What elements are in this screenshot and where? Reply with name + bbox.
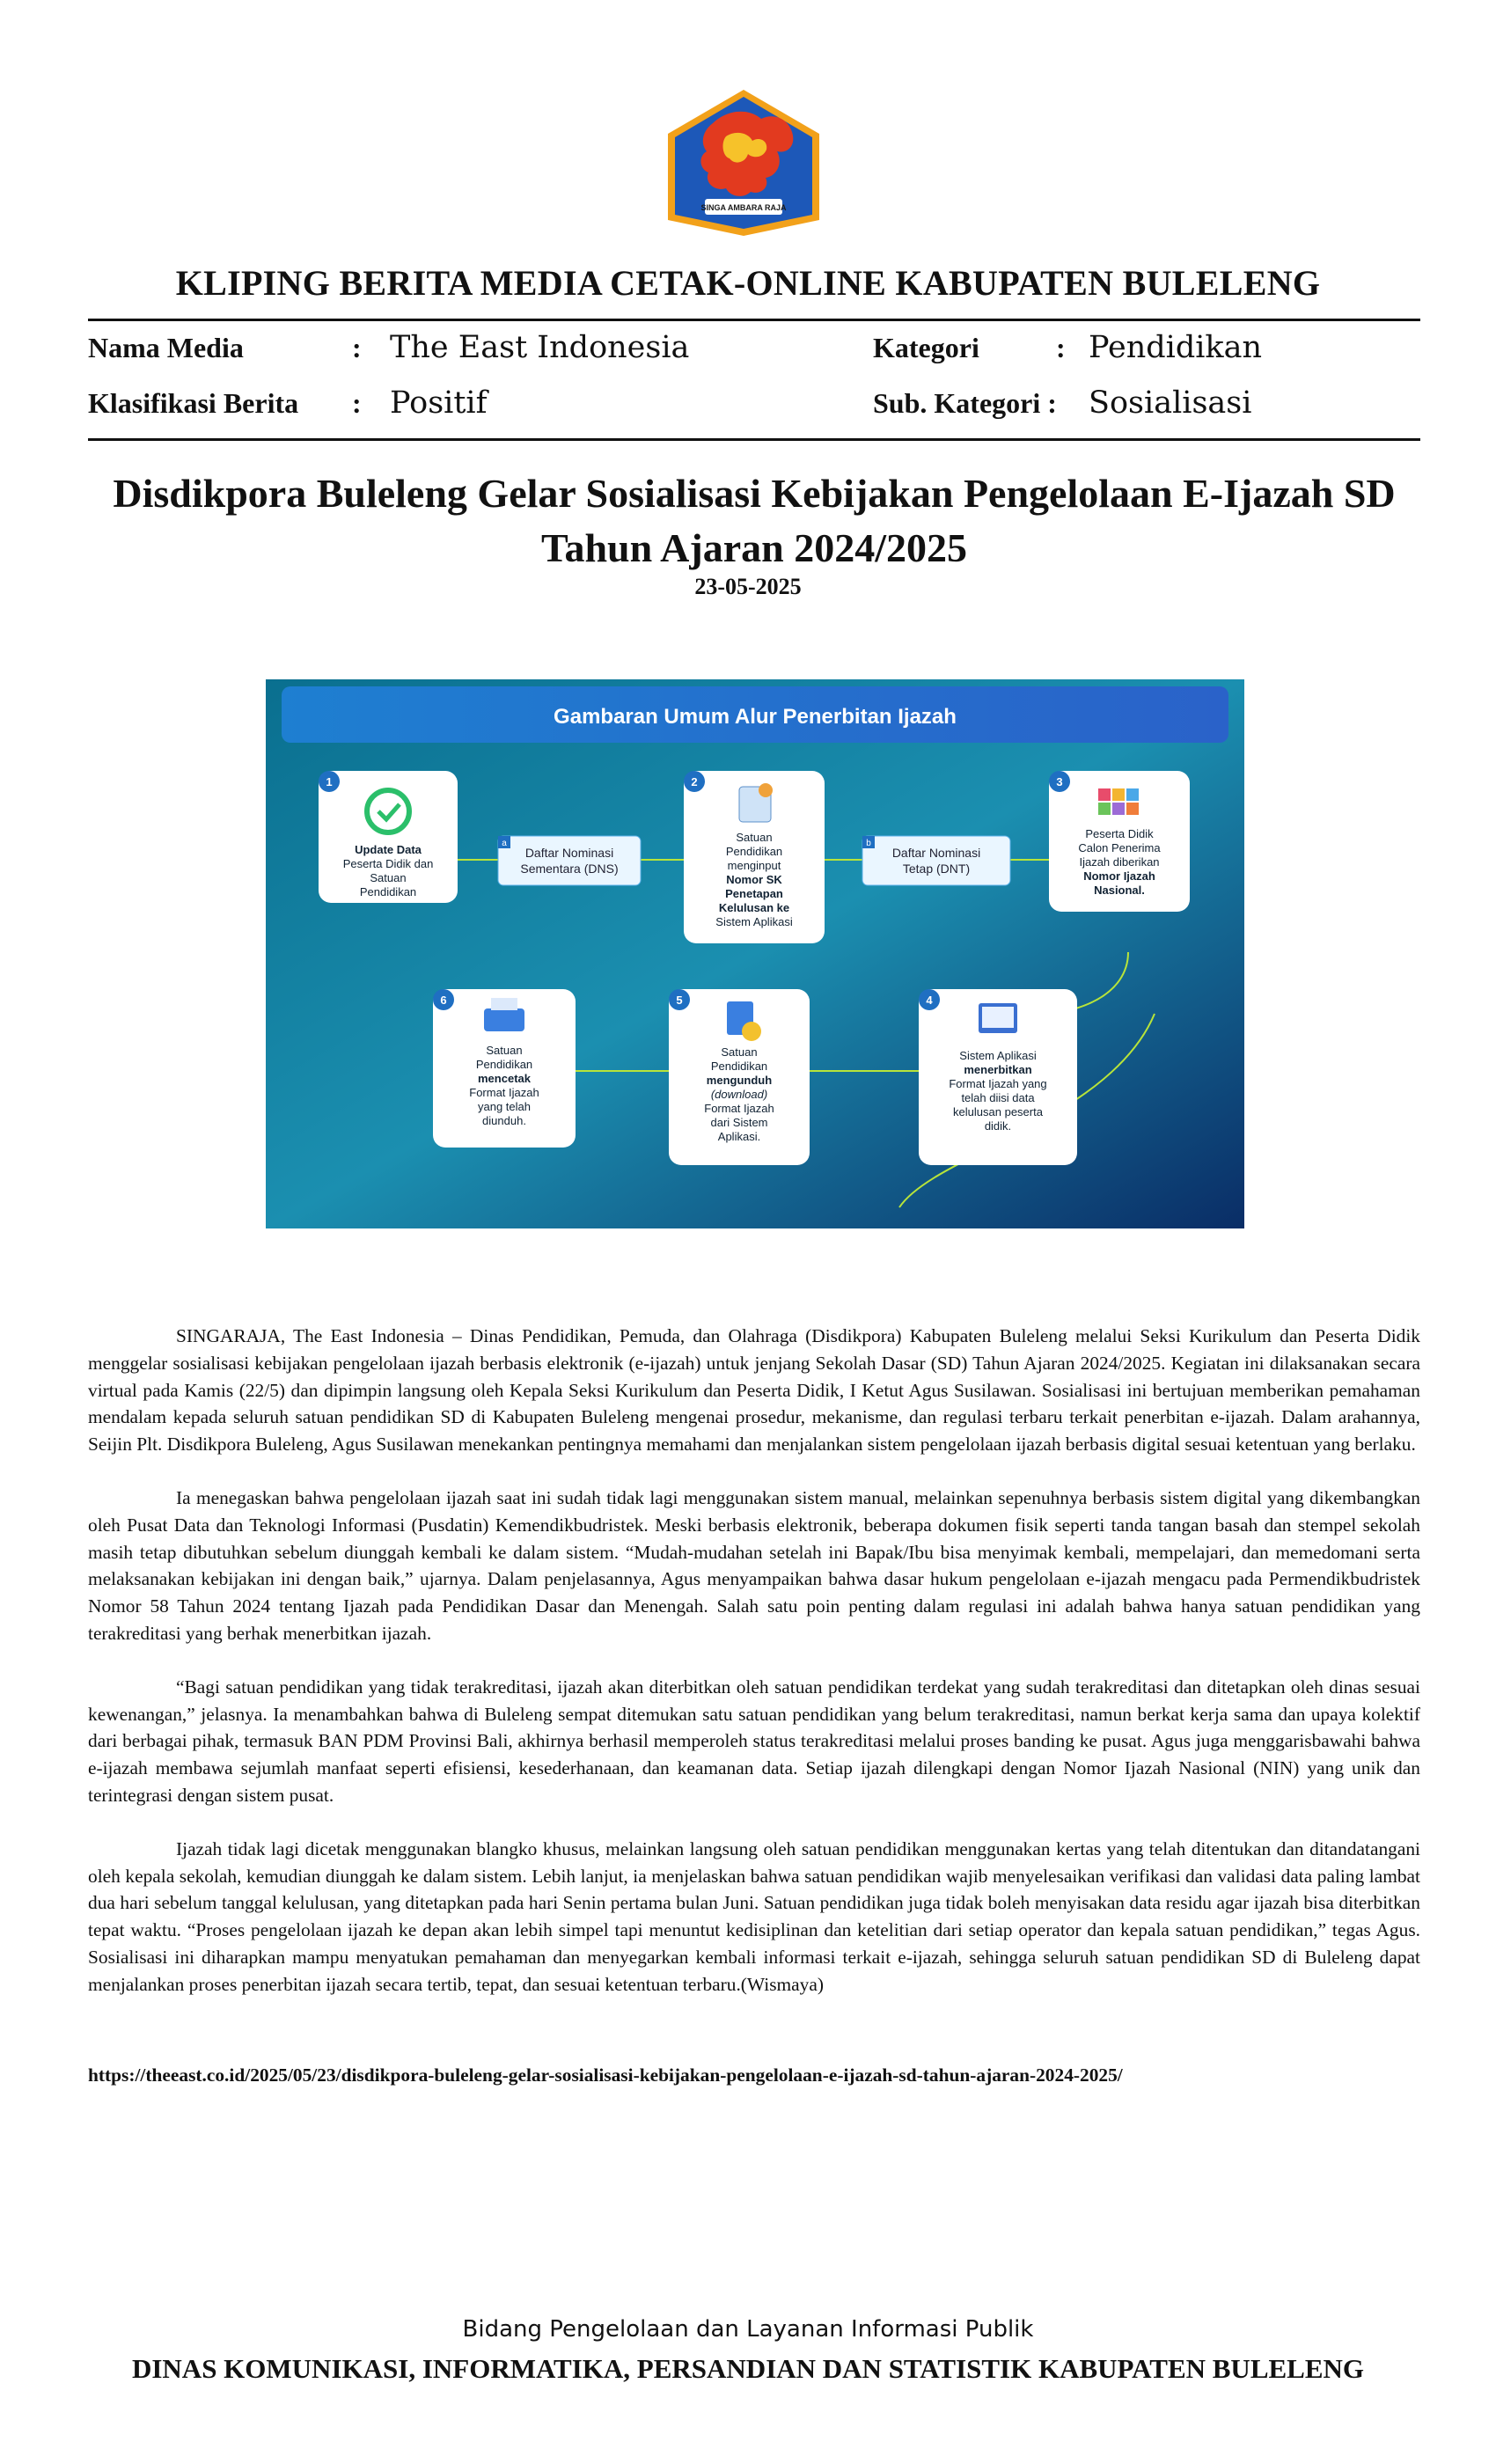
- step-2-line1: Satuan: [736, 831, 773, 844]
- step-5-line4: (download): [710, 1088, 768, 1101]
- colon: :: [352, 332, 362, 363]
- label-a-line1: Daftar Nominasi: [524, 846, 614, 860]
- step-1-card: [319, 771, 458, 903]
- step-3-number: 3: [1056, 775, 1063, 788]
- paragraph-3: “Bagi satuan pendidikan yang tidak terakreditasi, ijazah akan diterbitkan oleh satuan pendidikan terdekat yang sudah terakreditasi dan ditetapkan oleh dinas sesuai kewenangan,” jelasnya. Ia menambahkan bahwa di Buleleng sempat ditemukan satu satuan pendidikan yang belum terakreditasi, namun berkat kerja sama dan upaya kolektif dari berbagai pihak, termasuk BAN PDM Provinsi Bali, akhirnya berhasil memperoleh status terakreditasi melalui proses banding ke pusat. Agus juga menggarisbawahi bahwa e-ijazah membawa sejumlah manfaat seperti efisiensi, kesederhanaan, dan keamanan data. Setiap ijazah dilengkapi dengan Nomor Ijazah Nasional (NIN) yang unik dan terintegrasi dengan sistem pusat.: [88, 1676, 1420, 1806]
- step-1-number: 1: [326, 775, 333, 788]
- bottom-rule: [88, 438, 1420, 441]
- article-body: [88, 1323, 1420, 2025]
- buleleng-logo: [664, 88, 823, 238]
- step-4-line2: menerbitkan: [964, 1063, 1032, 1076]
- step-6-line1: Satuan: [486, 1044, 523, 1057]
- step-6-line4: Format Ijazah: [469, 1086, 539, 1099]
- step-6-line2: Pendidikan: [475, 1058, 533, 1071]
- step-6-line3: mencetak: [478, 1072, 531, 1085]
- document-title: KLIPING BERITA MEDIA CETAK-ONLINE KABUPATEN BULELENG: [175, 263, 1321, 303]
- paragraph-2: Ia menegaskan bahwa pengelolaan ijazah saat ini sudah tidak lagi menggunakan sistem manual, melainkan sepenuhnya berbasis sistem digital yang dikembangkan oleh Pusat Data dan Teknologi Informasi (Pusdatin) Kemendikbudristek. Meski berbasis elektronik, beberapa dokumen fisik seperti tanda tangan basah dan stempel sekolah masih tetap dibutuhkan sebelum diunggah kembali ke dalam sistem. “Mudah-mudahan setelah ini Bapak/Ibu bisa menyimak kembali, mempelajari, dan memedomani serta melaksanakan kebijakan ini dengan baik,” ujarnya. Dalam penjelasannya, Agus menyampaikan bahwa dasar hukum pengelolaan e-ijazah mengacu pada Permendikbudristek Nomor 58 Tahun 2024 tentang Ijazah pada Pendidikan Dasar dan Menengah. Salah satu poin penting dalam regulasi ini adalah bahwa hanya satuan pendidikan yang terakreditasi yang berhak menerbitkan ijazah.: [88, 1486, 1420, 1644]
- step-4-line5: kelulusan peserta: [953, 1105, 1043, 1118]
- nama-media-label: Nama Media: [88, 332, 244, 363]
- step-3-line4: Nomor Ijazah: [1083, 869, 1155, 883]
- label-b-line1: Daftar Nominasi: [891, 846, 981, 860]
- step-3-line1: Peserta Didik: [1085, 827, 1154, 840]
- label-b-line2: Tetap (DNT): [902, 862, 971, 876]
- label-a-line2: Sementara (DNS): [520, 862, 619, 876]
- klasifikasi-label: Klasifikasi Berita: [88, 387, 299, 419]
- kategori-label: Kategori: [873, 332, 979, 363]
- footer-agency: DINAS KOMUNIKASI, INFORMATIKA, PERSANDIAN DAN STATISTIK KABUPATEN BULELENG: [131, 2353, 1365, 2384]
- step-1-line1: Update Data: [355, 843, 422, 856]
- logo-motto: SINGA AMBARA RAJA: [700, 203, 787, 212]
- step-5-number: 5: [676, 994, 683, 1007]
- subkategori-value: Sosialisasi: [1089, 385, 1252, 421]
- step-5-line6: dari Sistem: [710, 1116, 768, 1129]
- step-6-line6: diunduh.: [482, 1114, 526, 1127]
- step-4-line4: telah diisi data: [961, 1091, 1035, 1104]
- step-1-line2: Peserta Didik dan: [342, 857, 434, 870]
- step-4-line3: Format Ijazah yang: [949, 1077, 1047, 1090]
- step-5-line2: Pendidikan: [710, 1060, 768, 1073]
- step-4-line1: Sistem Aplikasi: [959, 1049, 1037, 1062]
- source-url[interactable]: https://theeast.co.id/2025/05/23/disdikpora-buleleng-gelar-sosialisasi-kebijakan-pengelolaan-e-ijazah-sd-tahun-ajaran-2024-2025/: [88, 2064, 1123, 2086]
- step-2-line6: Kelulusan ke: [718, 901, 790, 914]
- kategori-value: Pendidikan: [1089, 330, 1263, 365]
- paragraph-1: SINGARAJA, The East Indonesia – Dinas Pendidikan, Pemuda, dan Olahraga (Disdikpora) Kabupaten Buleleng melalui Seksi Kurikulum dan Peserta Didik menggelar sosialisasi kebijakan pengelolaan ijazah berbasis elektronik (e-ijazah) untuk jenjang Sekolah Dasar (SD) Tahun Ajaran 2024/2025. Kegiatan ini dilaksanakan secara virtual pada Kamis (22/5) dan dipimpin langsung oleh Kepala Seksi Kurikulum dan Peserta Didik, I Ketut Agus Susilawan. Sosialisasi ini bertujuan memberikan pemahaman mendalam kepada seluruh satuan pendidikan SD di Kabupaten Buleleng mengenai prosedur, mekanisme, dan regulasi terbaru terkait penerbitan e-ijazah. Dalam arahannya, Seijin Plt. Disdikpora Buleleng, Agus Susilawan menekankan pentingnya memahami dan menjalankan sistem pengelolaan ijazah berbasis digital sesuai ketentuan yang berlaku.: [88, 1325, 1420, 1456]
- colon: :: [352, 387, 362, 419]
- step-2-line5: Penetapan: [725, 887, 783, 900]
- subkategori-label: Sub. Kategori :: [873, 387, 1057, 419]
- nama-media-value: The East Indonesia: [390, 330, 690, 365]
- slide-title: Gambaran Umum Alur Penerbitan Ijazah: [554, 705, 957, 729]
- step-2-line3: menginput: [727, 859, 781, 872]
- article-date: 23-05-2025: [694, 574, 802, 599]
- label-b-letter: b: [866, 839, 871, 848]
- label-a-letter: a: [502, 839, 507, 848]
- klasifikasi-value: Positif: [390, 385, 488, 421]
- step-5-line7: Aplikasi.: [717, 1130, 761, 1143]
- step-4-number: 4: [926, 994, 933, 1007]
- top-rule: [88, 319, 1420, 321]
- step-3-line3: Ijazah diberikan: [1079, 855, 1160, 869]
- step-4-line6: didik.: [984, 1119, 1012, 1133]
- step-5-line3: mengunduh: [706, 1074, 773, 1087]
- article-title: Disdikpora Buleleng Gelar Sosialisasi Kebijakan Pengelolaan E-Ijazah SD Tahun Ajaran 2024/2025: [113, 471, 1396, 570]
- paragraph-4: Ijazah tidak lagi dicetak menggunakan blangko khusus, melainkan langsung oleh satuan pendidikan menggunakan kertas yang telah ditentukan dan ditandatangani oleh kepala sekolah, kemudian diunggah ke dalam sistem. Lebih lanjut, ia menjelaskan bahwa satuan pendidikan wajib menyelesaikan verifikasi dan validasi data paling lambat dua hari sebelum tanggal kelulusan, yang ditetapkan pada hari Senin pertama bulan Juni. Satuan pendidikan juga tidak boleh menyisakan data residu agar ijazah bisa diterbitkan tepat waktu. “Proses pengelolaan ijazah ke depan akan lebih simpel tapi menuntut kedisiplinan dan ketelitian dari setiap operator dan kepala satuan pendidikan,” tegas Agus. Sosialisasi ini diharapkan mampu menyatukan pemahaman dan menyegarkan kembali informasi terkait e-ijazah, sehingga seluruh satuan pendidikan SD di Buleleng dapat menjalankan proses penerbitan ijazah secara tertib, tepat, dan sesuai ketentuan terbaru.(Wismaya): [88, 1837, 1420, 1995]
- step-3-card: [1049, 771, 1190, 912]
- step-3-line2: Calon Penerima: [1078, 841, 1161, 854]
- step-2-line4: Nomor SK: [726, 873, 782, 886]
- step-2-line7: Sistem Aplikasi: [715, 915, 793, 928]
- step-5-line1: Satuan: [721, 1045, 758, 1059]
- step-5-line5: Format Ijazah: [704, 1102, 774, 1115]
- step-2-number: 2: [691, 775, 698, 788]
- step-3-line5: Nasional.: [1094, 884, 1145, 897]
- step-5-card: [669, 989, 810, 1165]
- step-4-card: [919, 989, 1077, 1165]
- colon: :: [1056, 332, 1066, 363]
- article-photo: [266, 679, 1244, 1228]
- step-6-number: 6: [440, 994, 447, 1007]
- step-2-line2: Pendidikan: [725, 845, 783, 858]
- footer-department: Bidang Pengelolaan dan Layanan Informasi Publik: [462, 2316, 1034, 2343]
- step-6-card: [433, 989, 576, 1148]
- step-1-line3: Satuan: [370, 871, 407, 884]
- step-1-line4: Pendidikan: [359, 885, 417, 898]
- step-6-line5: yang telah: [478, 1100, 531, 1113]
- step-2-card: [684, 771, 825, 943]
